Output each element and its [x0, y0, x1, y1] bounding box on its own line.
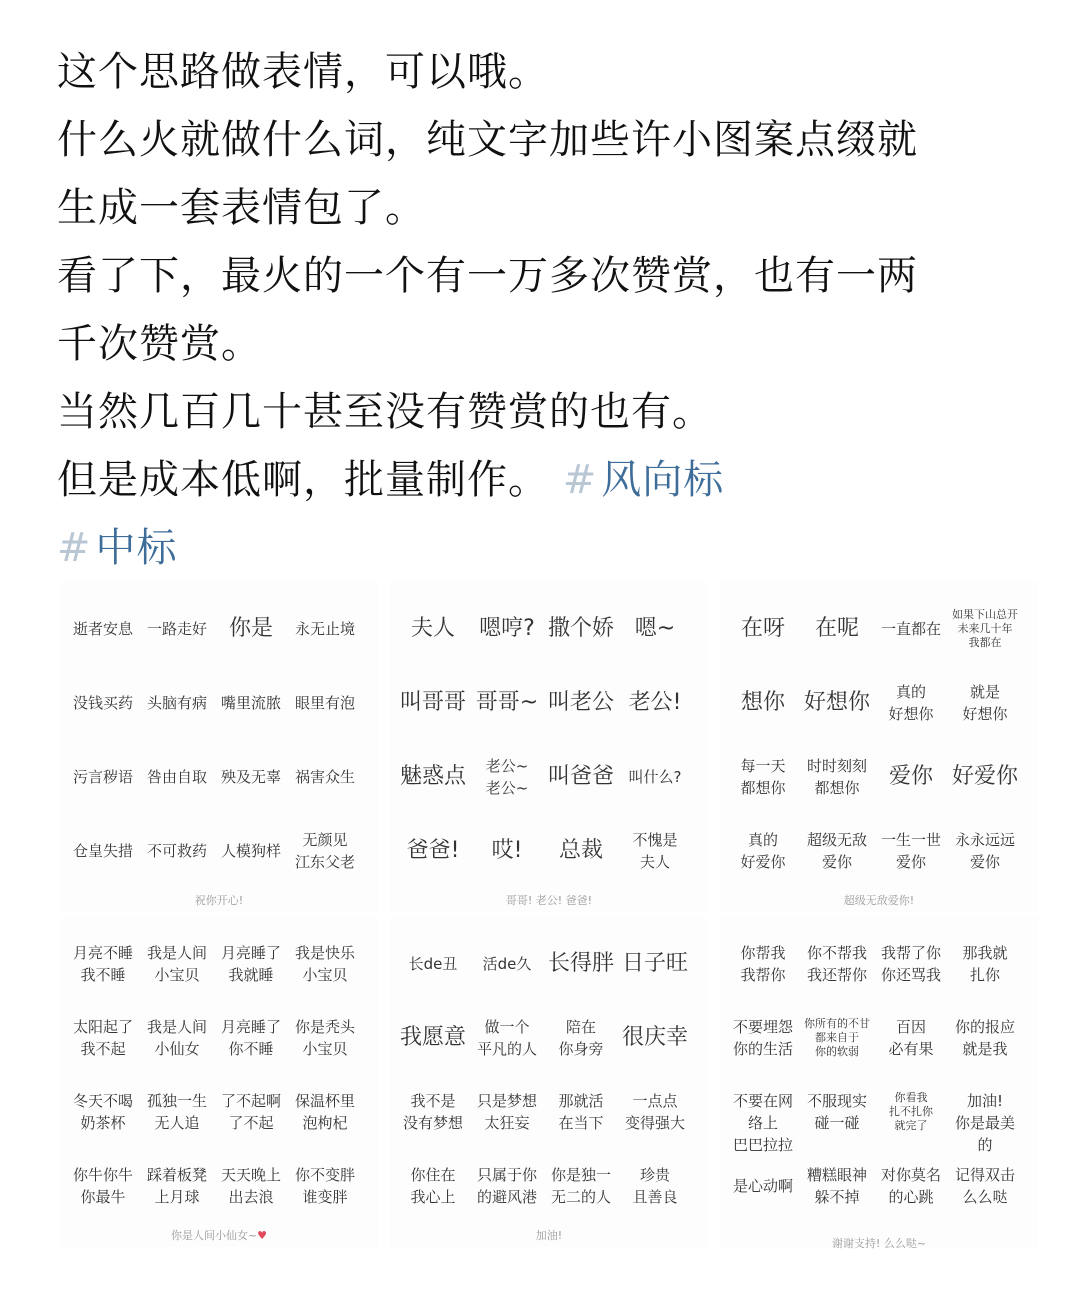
sticker-cell: 头脑有病 — [146, 694, 207, 712]
sticker-cell: 污言秽语 — [72, 768, 133, 786]
hash-icon: # — [562, 457, 598, 503]
sticker-cell: 好爱你 — [951, 764, 1018, 789]
sticker-cell: 嗯哼? — [479, 616, 535, 641]
sticker-cell: 对你莫名 的心跳 — [880, 1166, 941, 1206]
sticker-cell: 叫哥哥 — [399, 690, 466, 715]
post-line: 这个思路做表情，可以哦。 — [57, 49, 549, 95]
sticker-cell: 很庆幸 — [621, 1025, 688, 1050]
sticker-cell: 时时刻刻 都想你 — [806, 757, 867, 797]
sticker-cell: 老公! — [628, 690, 682, 715]
sticker-cell: 逝者安息 — [72, 620, 133, 638]
sticker-panel-caption: 谢谢支持! 么么哒~ — [831, 1237, 927, 1250]
sticker-cell: 不要埋怨 你的生活 — [732, 1018, 793, 1058]
sticker-panel[interactable] — [720, 582, 1038, 912]
sticker-panel-caption: 哥哥! 老公! 爸爸! — [505, 894, 593, 907]
sticker-cell: 你的报应 就是我 — [954, 1018, 1015, 1058]
post-line: 但是成本低啊，批量制作。 — [57, 457, 549, 503]
sticker-cell: 不愧是 夫人 — [632, 831, 678, 871]
sticker-cell: 只是梦想 太狂妄 — [476, 1092, 537, 1132]
sticker-cell: 魅惑点 — [399, 764, 466, 789]
sticker-cell: 活de久 — [482, 955, 532, 973]
sticker-cell: 叫什么? — [628, 768, 682, 786]
sticker-cell: 不要在网络上 巴巴拉拉 — [732, 1092, 793, 1154]
sticker-cell: 仓皇失措 — [72, 842, 133, 860]
sticker-cell: 只属于你 的避风港 — [476, 1166, 537, 1206]
sticker-panel-caption: 加油! — [535, 1229, 563, 1242]
sticker-cell: 眼里有泡 — [294, 694, 355, 712]
sticker-cell: 总裁 — [558, 838, 603, 863]
sticker-cell: 没钱买药 — [72, 694, 133, 712]
sticker-cell: 我帮了你 你还骂我 — [880, 944, 941, 984]
sticker-panel[interactable] — [720, 917, 1038, 1250]
sticker-cell: 一路走好 — [146, 620, 207, 638]
hashtag-label: 风向标 — [601, 457, 725, 503]
post-line-tag — [57, 514, 1037, 582]
sticker-cell: 如果下山总开 未来几十年 我都在 — [952, 608, 1018, 649]
sticker-cell: 永无止境 — [294, 620, 355, 638]
sticker-cell: 嗯~ — [634, 616, 676, 641]
sticker-cell: 你不变胖 谁变胖 — [294, 1166, 355, 1206]
sticker-cell: 祸害众生 — [294, 768, 355, 786]
sticker-cell: 真的 好想你 — [888, 683, 934, 723]
sticker-cell: 我是快乐 小宝贝 — [294, 944, 355, 984]
sticker-cell: 月亮睡了 我就睡 — [220, 944, 281, 984]
sticker-cell: 老公~ 老公~ — [485, 757, 529, 797]
hash-icon: # — [57, 525, 92, 571]
sticker-panel-caption: 祝你开心! — [194, 894, 244, 907]
sticker-cell: 每一天 都想你 — [740, 757, 786, 797]
sticker-cell: 你帮我 我帮你 — [740, 944, 786, 984]
sticker-cell: 加油! 你是最美的 — [954, 1092, 1015, 1154]
sticker-cell: 无颜见 江东父老 — [294, 831, 355, 871]
post-text — [57, 38, 1037, 582]
sticker-cell: 不可救药 — [146, 842, 207, 860]
sticker-cell: 是心动啊 — [732, 1177, 793, 1195]
sticker-cell: 好想你 — [803, 690, 870, 715]
sticker-cell: 天天晚上 出去浪 — [220, 1166, 281, 1206]
sticker-cell: 你牛你牛 你最牛 — [72, 1166, 133, 1206]
post-line: 生成一套表情包了。 — [57, 185, 426, 231]
sticker-cell: 一直都在 — [880, 620, 941, 638]
sticker-cell: 保温杯里 泡枸杞 — [294, 1092, 355, 1132]
sticker-cell: 长得胖 — [547, 951, 614, 976]
sticker-cell: 你是独一 无二的人 — [550, 1166, 611, 1206]
sticker-panel[interactable] — [390, 917, 708, 1247]
sticker-cell: 月亮不睡 我不睡 — [72, 944, 133, 984]
sticker-cell: 殃及无辜 — [220, 768, 281, 786]
sticker-cell: 撒个娇 — [547, 616, 614, 641]
hashtag-link-2[interactable] — [57, 525, 178, 571]
sticker-panel[interactable] — [60, 582, 378, 912]
sticker-cell: 日子旺 — [621, 951, 688, 976]
sticker-cell: 你看我 扎不扎你 就完了 — [889, 1091, 933, 1132]
sticker-cell: 记得双击 么么哒 — [954, 1166, 1015, 1206]
sticker-cell: 一生一世 爱你 — [880, 831, 941, 871]
sticker-cell: 真的 好爱你 — [740, 831, 786, 871]
heart-icon: ♥ — [257, 1229, 268, 1242]
sticker-cell: 在呀 — [740, 616, 785, 641]
sticker-cell: 那我就 扎你 — [962, 944, 1008, 984]
sticker-cell: 哥哥~ — [475, 690, 539, 715]
sticker-cell: 太阳起了 我不起 — [72, 1018, 133, 1058]
sticker-cell: 人模狗样 — [220, 842, 281, 860]
sticker-panel[interactable] — [390, 582, 708, 912]
sticker-cell: 爱你 — [888, 764, 933, 789]
sticker-cell: 我是人间 小宝贝 — [146, 944, 207, 984]
sticker-cell: 不服现实 碰一碰 — [806, 1092, 867, 1132]
post-line: 什么火就做什么词，纯文字加些许小图案点缀就 — [57, 117, 918, 163]
sticker-panel[interactable] — [60, 917, 378, 1247]
sticker-cell: 你是秃头 小宝贝 — [294, 1018, 355, 1058]
hashtag-label: 中标 — [95, 525, 178, 571]
post-line-with-tag — [57, 446, 1037, 514]
sticker-cell: 爸爸! — [406, 838, 460, 863]
sticker-cell: 想你 — [740, 690, 785, 715]
sticker-cell: 月亮睡了 你不睡 — [220, 1018, 281, 1058]
sticker-panel-caption: 你是人间小仙女~♥ — [170, 1229, 268, 1242]
sticker-cell: 你是 — [228, 616, 273, 641]
sticker-cell: 糟糕眼神 躲不掉 — [806, 1166, 867, 1206]
sticker-cell: 一点点 变得强大 — [624, 1092, 685, 1132]
sticker-cell: 超级无敌 爱你 — [806, 831, 867, 871]
sticker-cell: 叫爸爸 — [547, 764, 614, 789]
sticker-cell: 你不帮我 我还帮你 — [806, 944, 867, 984]
sticker-cell: 我愿意 — [399, 1025, 466, 1050]
sticker-cell: 那就活 在当下 — [558, 1092, 604, 1132]
sticker-cell: 孤独一生 无人追 — [146, 1092, 207, 1132]
sticker-cell: 夫人 — [410, 616, 455, 641]
sticker-cell: 我不是 没有梦想 — [402, 1092, 463, 1132]
post-line: 千次赞赏。 — [57, 321, 262, 367]
sticker-cell: 做一个 平凡的人 — [476, 1018, 537, 1058]
sticker-cell: 你住在 我心上 — [410, 1166, 456, 1206]
sticker-cell: 珍贵 且善良 — [632, 1166, 678, 1206]
sticker-cell: 在呢 — [814, 616, 859, 641]
sticker-cell: 叫老公 — [547, 690, 614, 715]
sticker-cell: 嘴里流脓 — [220, 694, 281, 712]
hashtag-link-1[interactable] — [563, 457, 725, 503]
sticker-image-grid[interactable] — [60, 582, 1020, 1250]
sticker-cell: 了不起啊 了不起 — [220, 1092, 281, 1132]
sticker-cell: 就是 好想你 — [962, 683, 1008, 723]
sticker-cell: 哎! — [491, 838, 523, 863]
sticker-cell: 百因 必有果 — [888, 1018, 934, 1058]
post-line: 当然几百几十甚至没有赞赏的也有。 — [57, 389, 713, 435]
sticker-cell: 咎由自取 — [146, 768, 207, 786]
sticker-cell: 你所有的不甘 都来自于 你的软弱 — [804, 1017, 870, 1058]
sticker-cell: 永永远远 爱你 — [954, 831, 1015, 871]
sticker-cell: 我是人间 小仙女 — [146, 1018, 207, 1058]
sticker-cell: 长de丑 — [408, 955, 458, 973]
post-line: 看了下，最火的一个有一万多次赞赏，也有一两 — [57, 253, 918, 299]
sticker-cell: 踩着板凳 上月球 — [146, 1166, 207, 1206]
sticker-panel-caption: 超级无敌爱你! — [843, 894, 915, 907]
sticker-cell: 陪在 你身旁 — [558, 1018, 604, 1058]
sticker-cell: 冬天不喝 奶茶杯 — [72, 1092, 133, 1132]
